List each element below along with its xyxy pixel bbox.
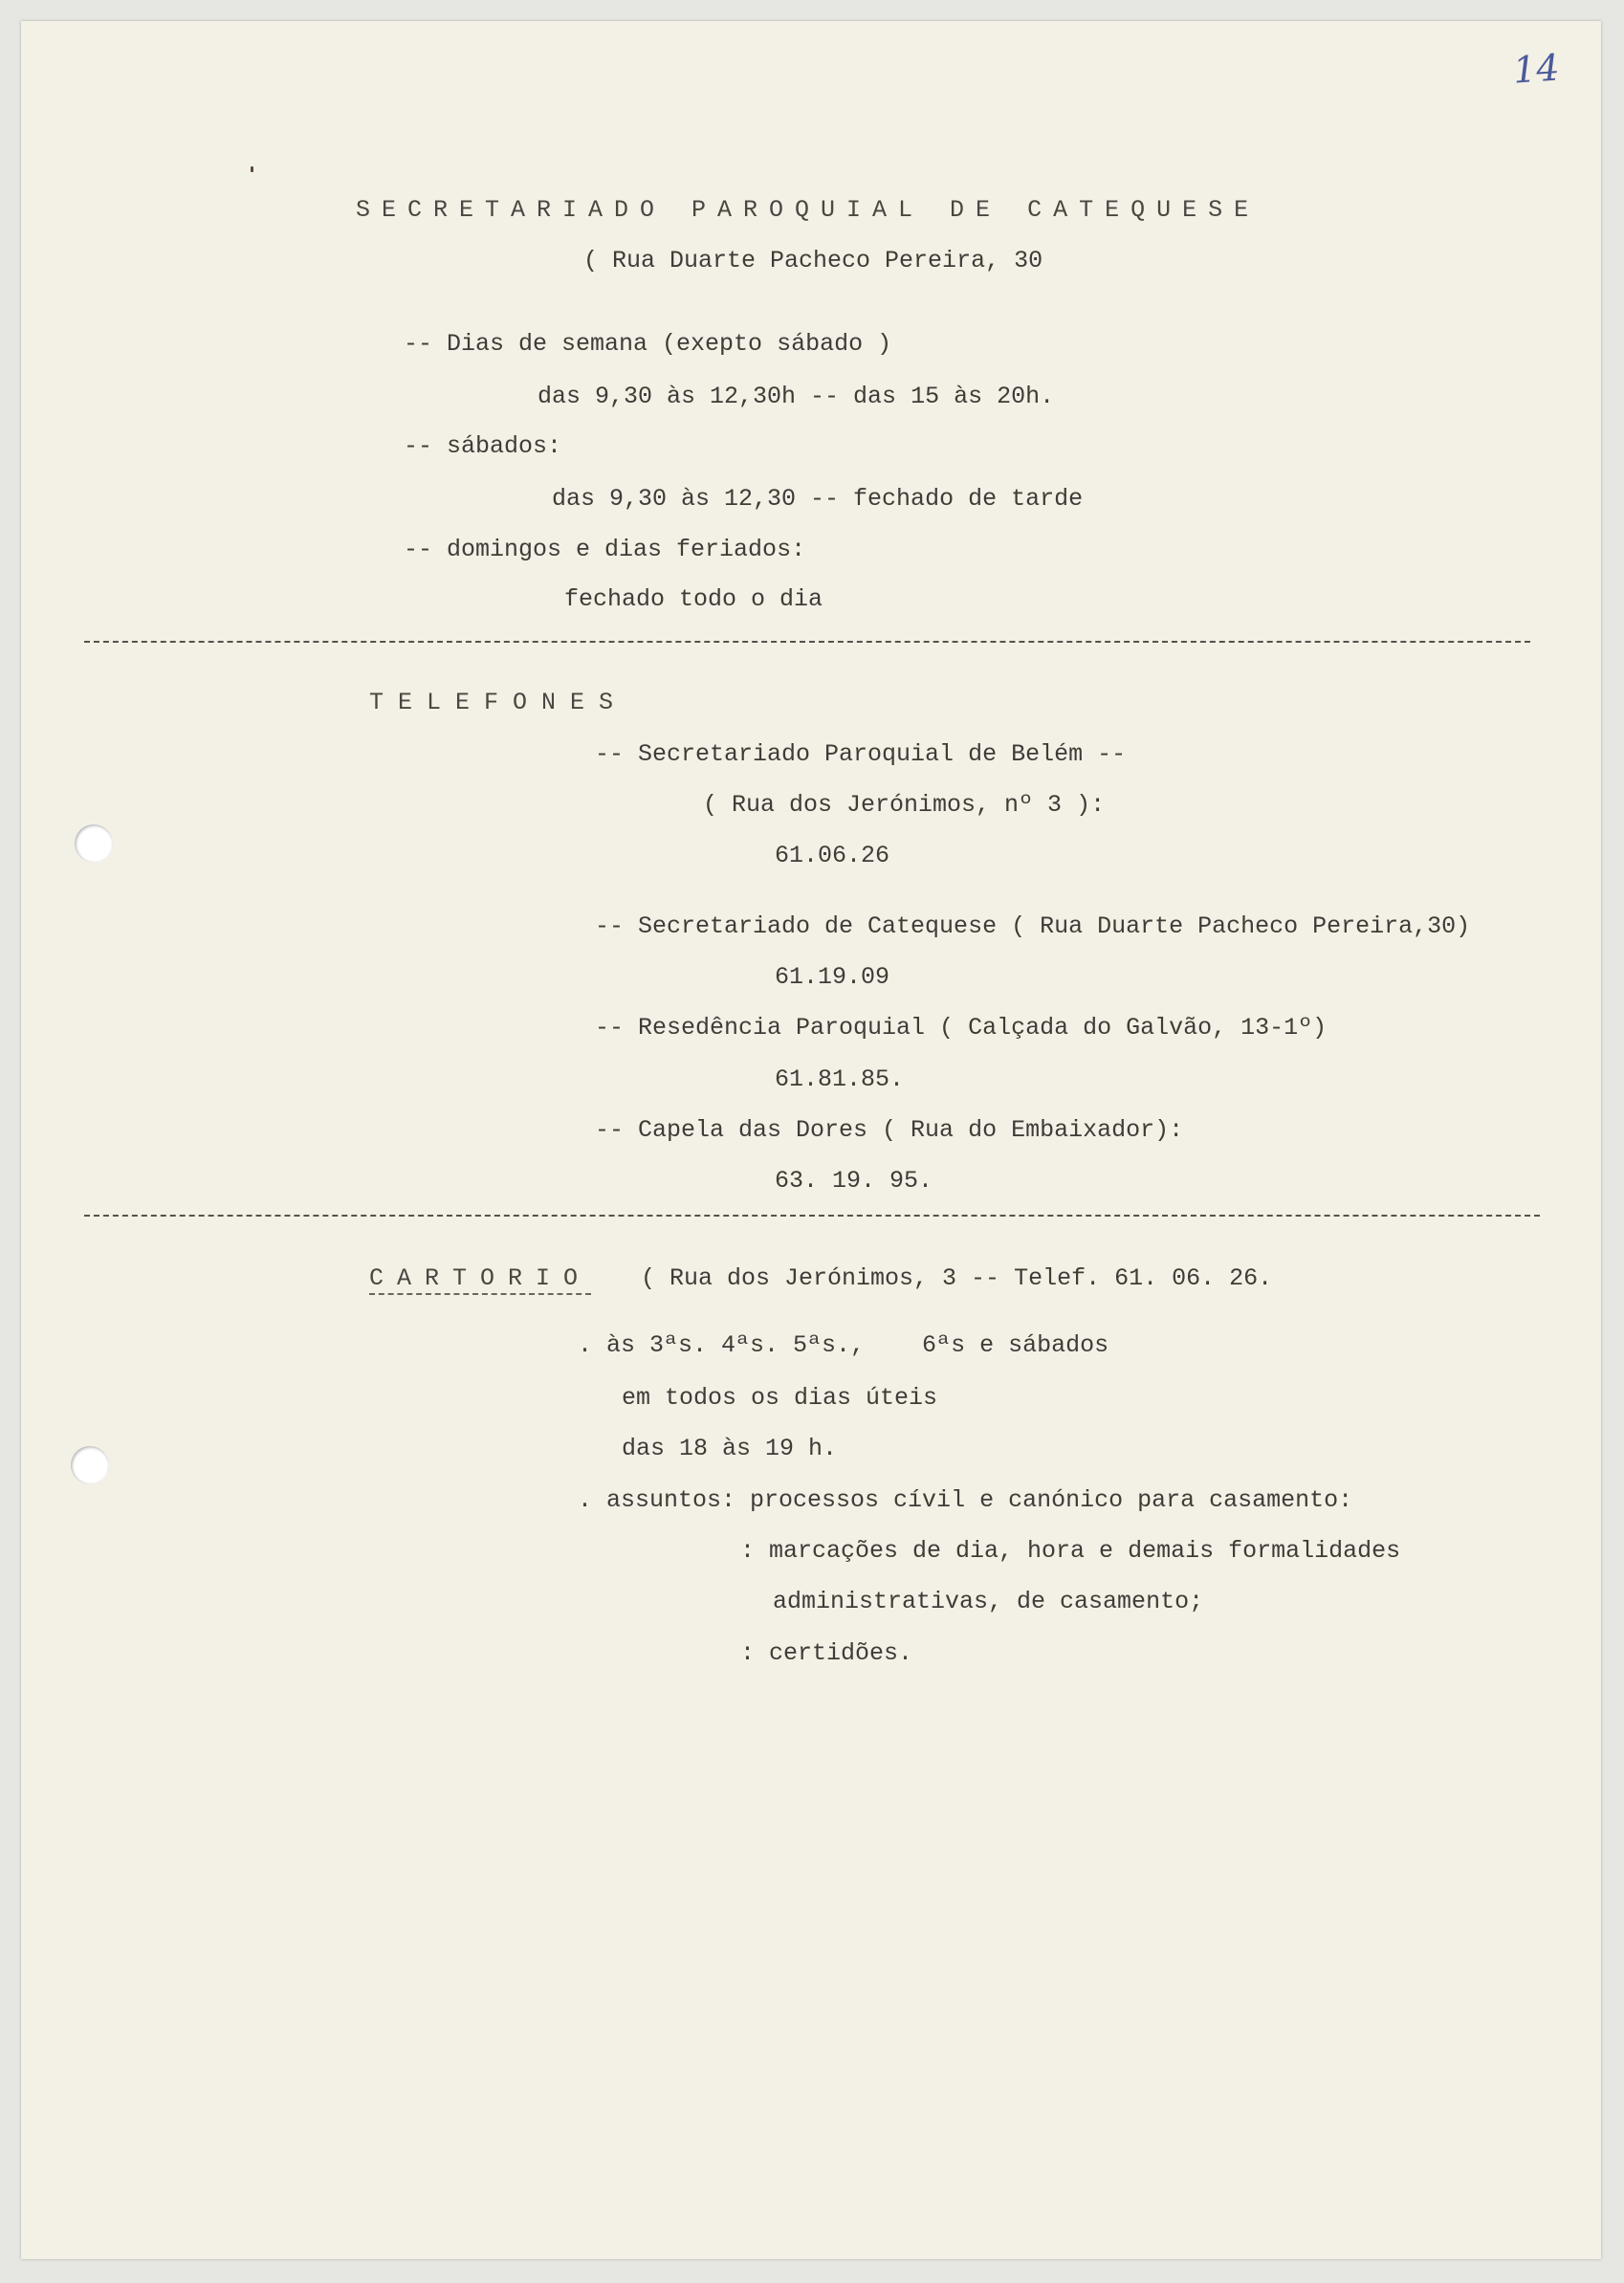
sundays-hours: fechado todo o dia (564, 585, 823, 613)
administrativas-line: administrativas, de casamento; (773, 1588, 1204, 1615)
weekdays-label: -- Dias de semana (exepto sábado ) (404, 330, 892, 358)
punch-hole-top (75, 824, 113, 863)
cartorio-days: . às 3ªs. 4ªs. 5ªs., 6ªs e sábados (578, 1331, 1109, 1359)
punch-hole-bottom (71, 1446, 109, 1484)
section-divider (84, 641, 1530, 643)
catequese-number: 61.19.09 (775, 963, 890, 991)
saturdays-hours: das 9,30 às 12,30 -- fechado de tarde (552, 485, 1084, 513)
cartorio-hours: das 18 às 19 h. (622, 1435, 838, 1462)
ink-speck (251, 166, 253, 172)
capela-number: 63. 19. 95. (775, 1167, 933, 1195)
belem-name: -- Secretariado Paroquial de Belém -- (595, 740, 1127, 768)
telefones-heading: TELEFONES (369, 689, 628, 716)
document-page (21, 21, 1601, 2259)
catequese-name: -- Secretariado de Catequese ( Rua Duarte Pacheco Pereira,30) (595, 912, 1471, 940)
belem-number: 61.06.26 (775, 842, 890, 869)
cartorio-heading: CARTORIO (369, 1264, 591, 1295)
section-divider (84, 1215, 1540, 1217)
marcacoes-line: : marcações de dia, hora e demais formalidades (740, 1537, 1401, 1565)
cartorio-days-note: em todos os dias úteis (622, 1384, 938, 1412)
sundays-label: -- domingos e dias feriados: (404, 536, 806, 563)
document-title: SECRETARIADO PAROQUIAL DE CATEQUESE (356, 196, 1261, 224)
capela-name: -- Capela das Dores ( Rua do Embaixador): (595, 1116, 1184, 1144)
page-number: 14 (1511, 46, 1561, 92)
saturdays-label: -- sábados: (404, 432, 562, 460)
certidoes-line: : certidões. (740, 1639, 913, 1667)
residencia-name: -- Resedência Paroquial ( Calçada do Galvão, 13-1º) (595, 1014, 1328, 1042)
weekdays-hours: das 9,30 às 12,30h -- das 15 às 20h. (538, 383, 1055, 410)
belem-address: ( Rua dos Jerónimos, nº 3 ): (703, 791, 1106, 819)
assuntos-line: . assuntos: processos cívil e canónico para casamento: (578, 1486, 1353, 1514)
residencia-number: 61.81.85. (775, 1065, 905, 1093)
header-address: ( Rua Duarte Pacheco Pereira, 30 (583, 247, 1043, 274)
cartorio-address: ( Rua dos Jerónimos, 3 -- Telef. 61. 06. 26. (641, 1264, 1273, 1292)
